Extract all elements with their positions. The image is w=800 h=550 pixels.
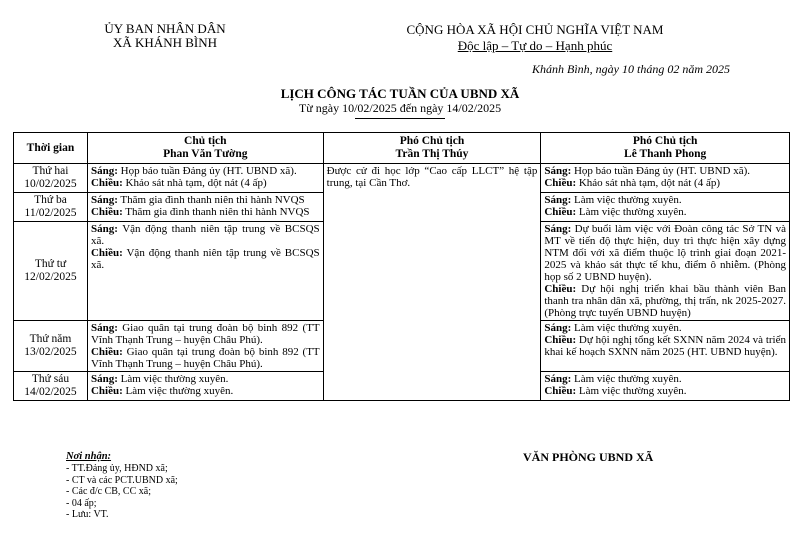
session-entry: [544, 177, 786, 189]
session-label: Chiều:: [544, 177, 577, 189]
session-entry: [544, 223, 786, 283]
org-line-2: XÃ KHÁNH BÌNH: [113, 35, 217, 50]
session-text: Thăm gia đình thanh niên thi hành NVQS: [122, 206, 310, 218]
issue-date: Khánh Bình, ngày 10 tháng 02 năm 2025: [532, 62, 730, 76]
recipient-item: - Các đ/c CB, CC xã;: [66, 486, 151, 497]
chairman-cell: [87, 222, 323, 321]
recipients-list: [66, 463, 178, 521]
vice-chair-2-cell: [541, 164, 790, 193]
session-label: Chiều:: [90, 385, 123, 397]
header-vice-chair-1: [323, 133, 541, 164]
session-text: Làm việc thường xuyên.: [576, 385, 687, 397]
header-role: Phó Chủ tịch: [399, 135, 465, 147]
session-label: Sáng:: [90, 165, 118, 177]
session-label: Chiều:: [544, 334, 577, 346]
session-label: Chiều:: [90, 177, 123, 189]
session-entry: [544, 165, 786, 177]
header-vice-chair-2: [541, 133, 790, 164]
header-time: Thời gian: [14, 133, 88, 164]
session-entry: [544, 334, 786, 358]
session-entry: [544, 206, 786, 218]
document-subtitle: Từ ngày 10/02/2025 đến ngày 14/02/2025: [298, 101, 502, 115]
session-entry: [544, 283, 786, 319]
session-text: Dự hội nghị triển khai bầu thành viên Ban thanh tra nhân dân xã, phường, thị trấn, nk 2025-2027. (Phòng trực tuyến UBND huyện): [544, 283, 786, 319]
day-cell: [14, 222, 88, 321]
weekday: Thứ tư: [34, 258, 67, 270]
session-label: Chiều:: [544, 283, 577, 295]
session-label: Chiều:: [90, 346, 123, 358]
day-cell: [14, 321, 88, 372]
session-label: Sáng:: [544, 373, 572, 385]
session-text: Làm việc thường xuyên.: [117, 373, 229, 385]
session-entry: [91, 322, 320, 346]
signing-office: VĂN PHÒNG UBND XÃ: [523, 450, 654, 464]
session-label: Sáng:: [90, 194, 118, 206]
title-divider: [355, 118, 445, 119]
chairman-cell: [87, 193, 323, 222]
session-entry: [91, 206, 320, 218]
day-cell: [14, 164, 88, 193]
header-person: Trần Thị Thúy: [395, 148, 469, 160]
session-label: Chiều:: [544, 206, 577, 218]
header-person: Lê Thanh Phong: [624, 148, 707, 160]
session-entry: [91, 247, 320, 271]
table-header-row: [14, 133, 790, 164]
nation-line-2: Độc lập – Tự do – Hạnh phúc: [457, 38, 613, 53]
session-entry: [544, 373, 786, 385]
document-title: LỊCH CÔNG TÁC TUẦN CỦA UBND XÃ: [280, 86, 520, 101]
session-label: Sáng:: [90, 322, 118, 334]
session-text: Dự hội nghị tổng kết SXNN năm 2024 và triển khai kế hoạch SXNN năm 2025 (HT. UBND huyện).: [544, 334, 786, 358]
session-text: Làm việc thường xuyên.: [571, 322, 682, 334]
chairman-cell: [87, 372, 323, 401]
session-label: Sáng:: [544, 223, 572, 235]
recipient-item: - TT.Đảng ủy, HĐND xã;: [66, 463, 168, 474]
recipient-item: - 04 ấp;: [66, 497, 97, 509]
session-entry: [91, 194, 320, 206]
header-role: Chủ tịch: [184, 135, 227, 147]
session-label: Sáng:: [544, 322, 572, 334]
session-entry: [544, 194, 786, 206]
session-entry: [91, 165, 320, 177]
vice-chair-2-cell: [541, 222, 790, 321]
vice-chair-2-cell: [541, 193, 790, 222]
nation-line-1: CỘNG HÒA XÃ HỘI CHỦ NGHĨA VIỆT NAM: [406, 22, 664, 37]
date: 14/02/2025: [24, 386, 77, 398]
session-text: Vận động thanh niên tập trung về BCSQS xã.: [90, 223, 320, 247]
day-cell: [14, 372, 88, 401]
session-text: Họp báo tuần Đảng ủy (HT. UBND xã).: [571, 165, 751, 177]
day-cell: [14, 193, 88, 222]
session-label: Chiều:: [90, 247, 123, 259]
session-text: Khảo sát nhà tạm, dột nát (4 ấp): [122, 177, 267, 189]
session-text: Giao quân tại trung đoàn bộ binh 892 (TT Vĩnh Thạnh Trung – huyện Châu Phú).: [90, 346, 320, 370]
session-entry: [91, 177, 320, 189]
weekday: Thứ ba: [34, 194, 67, 206]
recipient-item: - Lưu: VT.: [66, 509, 109, 520]
session-entry: [91, 223, 320, 247]
weekday: Thứ năm: [29, 333, 72, 345]
session-label: Chiều:: [90, 206, 123, 218]
session-text: Làm việc thường xuyên.: [122, 385, 234, 397]
session-text: Khảo sát nhà tạm, dột nát (4 ấp): [576, 177, 720, 189]
header-role: Phó Chủ tịch: [632, 135, 698, 147]
session-entry: [544, 322, 786, 334]
recipient-item: - CT và các PCT.UBND xã;: [66, 474, 178, 486]
session-text: Dự buổi làm việc với Đoàn công tác Sở TN và MT về tiến độ thực hiện, duy trì thực hiện xây dựng NTM đối với xã điểm thuộc lộ trình giai đoạn 2021-2025 và khảo sát thực tế khu, điểm ô nhiễm. (Phòng họp số 2 UBND huyện).: [544, 223, 786, 283]
session-entry: [544, 385, 786, 397]
date: 13/02/2025: [24, 346, 77, 358]
session-text: Làm việc thường xuyên.: [571, 373, 682, 385]
vice-chair-2-cell: [541, 372, 790, 401]
chairman-cell: [87, 321, 323, 372]
header-chairman: [87, 133, 323, 164]
chairman-cell: [87, 164, 323, 193]
national-motto: [380, 22, 690, 54]
session-label: Sáng:: [90, 223, 118, 235]
recipients-title: Nơi nhận:: [66, 451, 112, 462]
session-entry: [91, 373, 320, 385]
schedule-table: [13, 132, 790, 401]
org-line-1: ỦY BAN NHÂN DÂN: [104, 21, 226, 36]
session-text: Làm việc thường xuyên.: [576, 206, 687, 218]
date: 10/02/2025: [24, 178, 77, 190]
weekday: Thứ sáu: [31, 373, 70, 385]
issuing-authority: [60, 22, 270, 50]
session-entry: [91, 385, 320, 397]
session-label: Chiều:: [544, 385, 577, 397]
table-row: [14, 164, 790, 193]
session-entry: [91, 346, 320, 370]
session-text: Làm việc thường xuyên.: [571, 194, 682, 206]
header-person: Phan Văn Tường: [163, 148, 248, 160]
date: 12/02/2025: [24, 271, 77, 283]
vice-chair-1-cell: Được cử đi học lớp “Cao cấp LLCT” hệ tập trung, tại Cần Thơ.: [323, 164, 541, 401]
session-text: Họp báo tuần Đảng ủy (HT. UBND xã).: [117, 165, 297, 177]
vice-chair-2-cell: [541, 321, 790, 372]
session-text: Thăm gia đình thanh niên thi hành NVQS: [117, 194, 305, 206]
weekday: Thứ hai: [32, 165, 69, 177]
session-label: Sáng:: [544, 194, 572, 206]
session-text: Giao quân tại trung đoàn bộ binh 892 (TT Vĩnh Thạnh Trung – huyện Châu Phú).: [90, 322, 320, 346]
date: 11/02/2025: [24, 207, 77, 219]
session-text: Vận động thanh niên tập trung về BCSQS xã.: [90, 247, 320, 271]
session-label: Sáng:: [90, 373, 118, 385]
session-label: Sáng:: [544, 165, 572, 177]
